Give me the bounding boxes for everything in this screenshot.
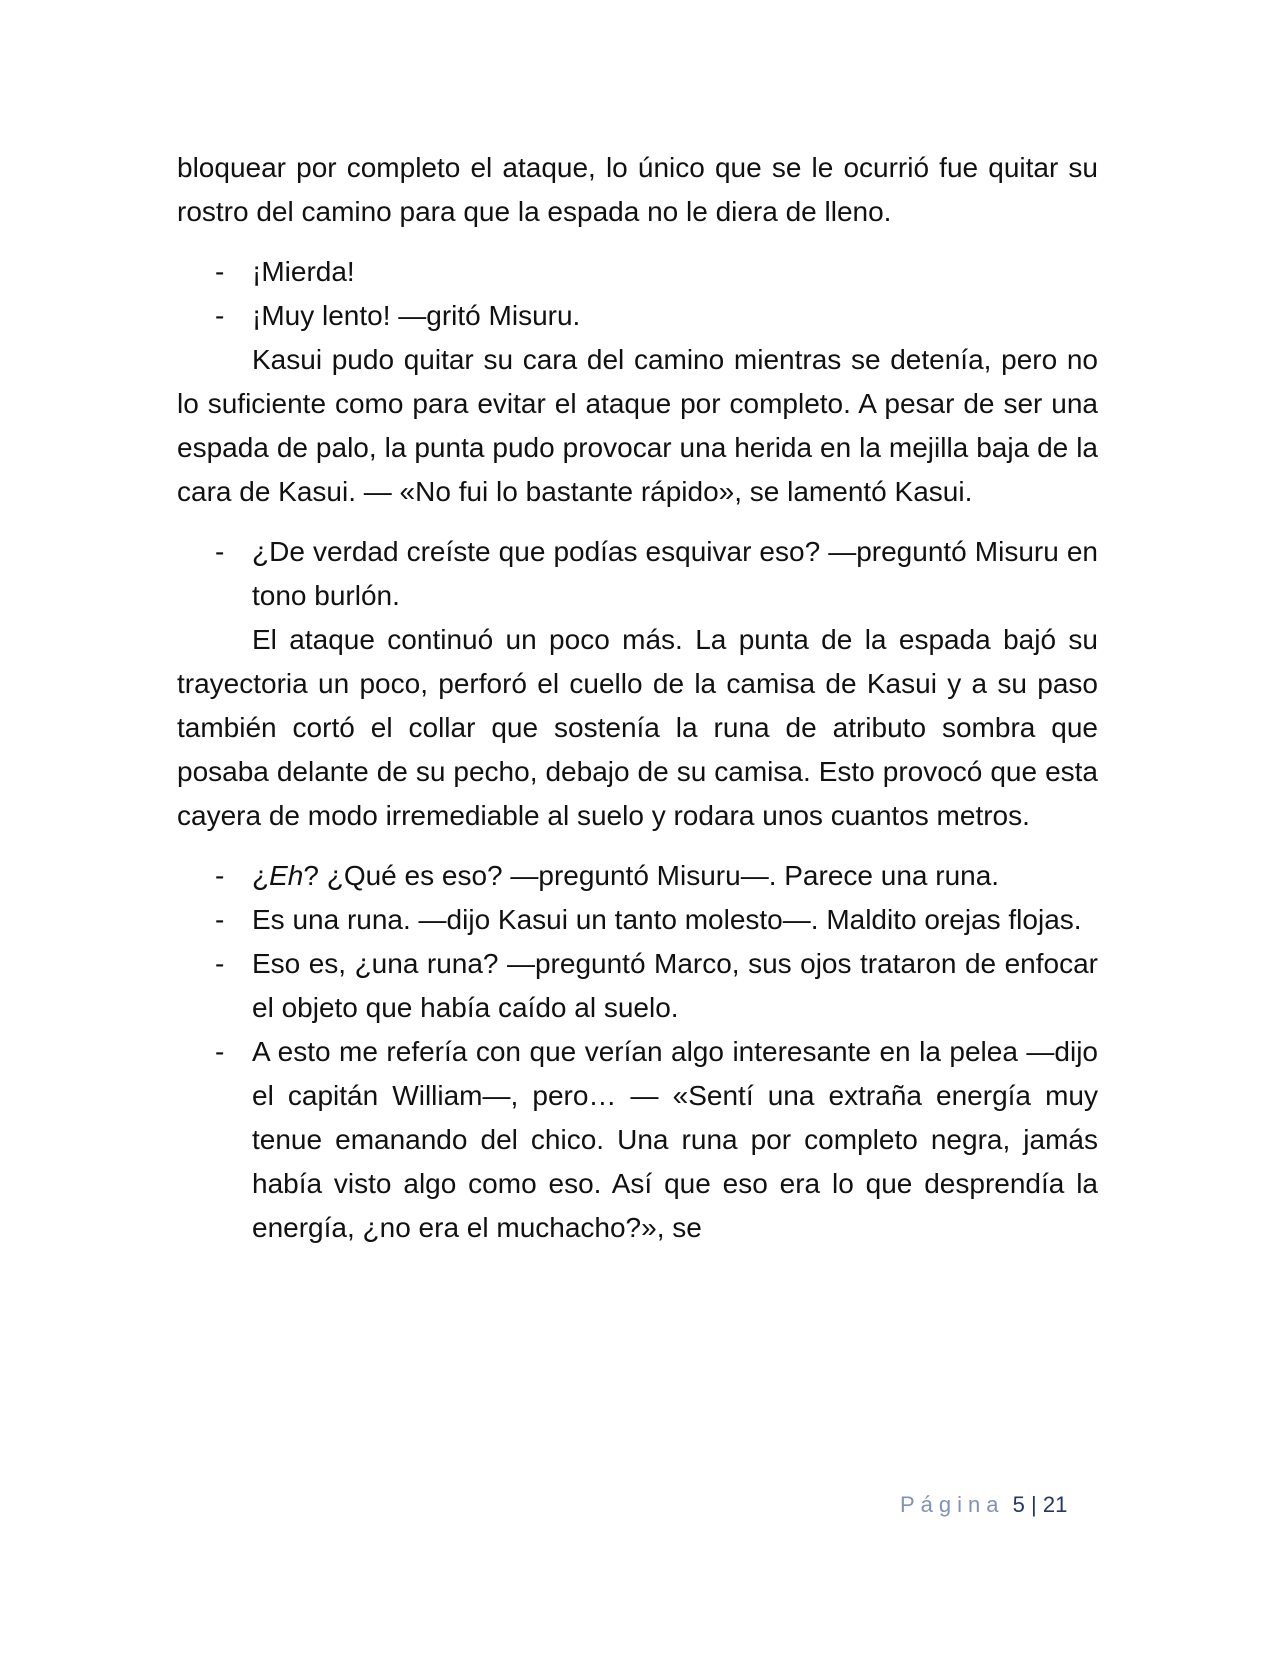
dialog-text: A esto me refería con que verían algo interesante en la pelea —dijo el capitán William—, pero… — «Sentí una extraña energía muy tenue emanando del chico. Una runa por completo negra, jamás había visto algo como eso. Así que eso era lo que desprendía la energía, ¿no era el muchacho?», se <box>252 1036 1098 1243</box>
paragraph: Kasui pudo quitar su cara del camino mientras se detenía, pero no lo suficiente como para evitar el ataque por completo. A pesar de ser una espada de palo, la punta pudo provocar una herida en la mejilla baja de la cara de Kasui. — «No fui lo bastante rápido», se lamentó Kasui. <box>177 344 1098 507</box>
dialog-dash: - <box>215 300 225 331</box>
dialog-line <box>177 898 1098 942</box>
dialog-dash: - <box>215 948 225 979</box>
dialog-dash: - <box>215 256 225 287</box>
dialog-line <box>177 294 1098 338</box>
page-footer <box>900 1492 1067 1518</box>
page-number: 5 <box>1012 1492 1025 1517</box>
dialog-line <box>177 942 1098 1030</box>
dialog-line <box>177 1030 1098 1250</box>
dialog-text: ? ¿Qué es eso? —preguntó Misuru—. Parece una runa. <box>303 860 1000 891</box>
dialog-dash: - <box>215 536 225 567</box>
dialog-list <box>177 250 1098 338</box>
page-separator: | <box>1031 1492 1037 1517</box>
dialog-line <box>177 854 1098 898</box>
dialog-dash: - <box>215 860 225 891</box>
dialog-dash: - <box>215 904 225 935</box>
dialog-text: ¡Mierda! <box>252 256 355 287</box>
paragraph: bloquear por completo el ataque, lo único que se le ocurrió fue quitar su rostro del camino para que la espada no le diera de lleno. <box>177 152 1098 227</box>
page-total: 21 <box>1042 1492 1068 1517</box>
dialog-list <box>177 530 1098 618</box>
page-label: Página <box>900 1492 1005 1517</box>
dialog-open-mark: ¿ <box>252 860 270 891</box>
dialog-line <box>177 530 1098 618</box>
dialog-text: ¡Muy lento! —gritó Misuru. <box>252 300 581 331</box>
dialog-line <box>177 250 1098 294</box>
dialog-text: Eso es, ¿una runa? —preguntó Marco, sus ojos trataron de enfocar el objeto que había caído al suelo. <box>252 948 1098 1023</box>
dialog-text: ¿De verdad creíste que podías esquivar eso? —preguntó Misuru en tono burlón. <box>252 536 1098 611</box>
italic-word: Eh <box>269 860 304 891</box>
dialog-dash: - <box>215 1036 225 1067</box>
body-text <box>177 146 1098 1250</box>
paragraph: El ataque continuó un poco más. La punta de la espada bajó su trayectoria un poco, perforó el cuello de la camisa de Kasui y a su paso también cortó el collar que sostenía la runa de atributo sombra que posaba delante de su pecho, debajo de su camisa. Esto provocó que esta cayera de modo irremediable al suelo y rodara unos cuantos metros. <box>177 624 1098 831</box>
dialog-text: Es una runa. —dijo Kasui un tanto molesto—. Maldito orejas flojas. <box>252 904 1082 935</box>
dialog-list <box>177 854 1098 1250</box>
